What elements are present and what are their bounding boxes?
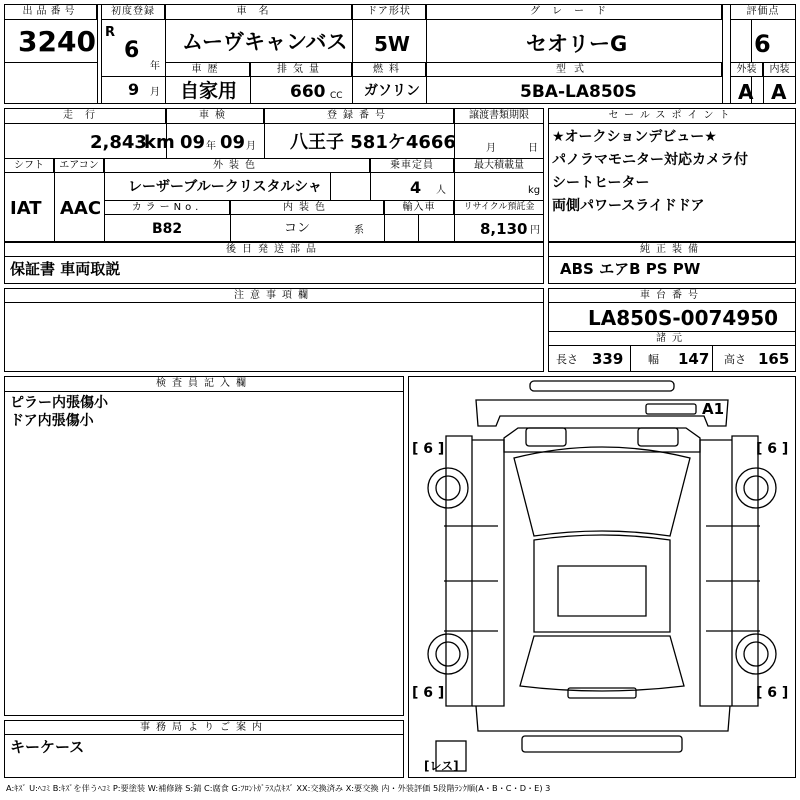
displacement-label: 排気量 bbox=[250, 62, 352, 77]
genuine-label: 純正装備 bbox=[548, 242, 796, 257]
inspector-label: 検査員記入欄 bbox=[4, 376, 404, 392]
height-label: 高さ bbox=[724, 353, 746, 366]
reg-month-unit: 月 bbox=[150, 87, 160, 98]
load-unit: kg bbox=[528, 185, 541, 196]
spare-tire: [レス] bbox=[424, 759, 459, 773]
height: 165 bbox=[758, 350, 790, 368]
reg-year-unit: 年 bbox=[150, 61, 160, 72]
plate: 八王子 581ケ4666 bbox=[290, 132, 456, 153]
shift: IAT bbox=[10, 198, 42, 219]
dims-label: 諸元 bbox=[548, 331, 796, 346]
displacement-unit: CC bbox=[330, 91, 343, 101]
import-label: 輸入車 bbox=[384, 200, 454, 215]
inspector-line: ドア内張傷小 bbox=[10, 413, 94, 429]
history: 自家用 bbox=[180, 80, 238, 102]
width: 147 bbox=[678, 350, 710, 368]
later-parts-label: 後日発送部品 bbox=[4, 242, 544, 257]
grade-label: グレード bbox=[426, 4, 722, 20]
inspection-month: 09 bbox=[220, 132, 246, 153]
tire-rear-right: [ 6 ] bbox=[756, 685, 789, 701]
score: 6 bbox=[754, 30, 771, 58]
interior-label: 内装 bbox=[763, 62, 796, 77]
interior-color-unit: 系 bbox=[354, 225, 364, 236]
interior-color-label: 内装色 bbox=[230, 200, 384, 215]
exterior-label: 外装 bbox=[730, 62, 763, 77]
sales-point: パノラマモニター対応カメラ付 bbox=[552, 152, 748, 168]
tire-front-right: [ 6 ] bbox=[756, 441, 789, 457]
capacity-label: 乗車定員 bbox=[370, 158, 454, 173]
ac: AAC bbox=[60, 198, 102, 219]
office-label: 事務局よりご案内 bbox=[4, 720, 404, 735]
capacity-unit: 人 bbox=[436, 185, 446, 196]
load-label: 最大積載量 bbox=[454, 158, 544, 173]
length: 339 bbox=[592, 350, 624, 368]
reg-year: 6 bbox=[124, 38, 140, 63]
chassis-number: LA850S-0074950 bbox=[588, 306, 779, 330]
reg-month: 9 bbox=[128, 80, 140, 99]
car-outline bbox=[408, 376, 796, 778]
color-label: 外装色 bbox=[104, 158, 370, 173]
color-no: B82 bbox=[152, 221, 183, 237]
inspector-line: ピラー内張傷小 bbox=[10, 395, 108, 411]
recycle-fee: 8,130 bbox=[480, 220, 528, 238]
door-type: 5W bbox=[374, 32, 410, 56]
sales-point: ★オークションデビュー★ bbox=[552, 129, 717, 145]
tire-rear-left: [ 6 ] bbox=[412, 685, 445, 701]
transfer-month-unit: 月 bbox=[486, 143, 496, 154]
recycle-label: リサイクル預託金 bbox=[454, 200, 544, 215]
fuel-label: 燃料 bbox=[352, 62, 426, 77]
score-label: 評価点 bbox=[730, 4, 796, 20]
inspection-month-unit: 月 bbox=[246, 141, 256, 152]
chassis-label: 車台番号 bbox=[548, 288, 796, 303]
tire-front-left: [ 6 ] bbox=[412, 441, 445, 457]
lot-label: 出品番号 bbox=[4, 4, 97, 20]
later-parts: 保証書 車両取説 bbox=[10, 260, 121, 278]
ac-label: エアコン bbox=[54, 158, 104, 173]
interior-color: コン bbox=[284, 221, 311, 236]
model-label: 型式 bbox=[426, 62, 722, 77]
genuine-equipment: ABS エアB PS PW bbox=[560, 260, 701, 278]
model: 5BA-LA850S bbox=[520, 82, 637, 102]
mileage-label: 走行 bbox=[4, 108, 166, 124]
inspection-label: 車検 bbox=[166, 108, 264, 124]
transfer-label: 譲渡書類期限 bbox=[454, 108, 544, 124]
door-label: ドア形状 bbox=[352, 4, 426, 20]
capacity: 4 bbox=[410, 178, 422, 197]
mileage: 2,843 bbox=[90, 132, 147, 153]
color-no-label: カラーNo. bbox=[104, 200, 230, 215]
length-label: 長さ bbox=[556, 353, 578, 366]
sales-point: 両側パワースライドドア bbox=[552, 198, 705, 214]
lot-number: 3240 bbox=[18, 25, 96, 58]
sales-point: シートヒーター bbox=[552, 175, 650, 191]
first-reg-label: 初度登録 bbox=[101, 4, 165, 20]
history-label: 車歴 bbox=[165, 62, 250, 77]
car-name-label: 車名 bbox=[165, 4, 352, 20]
width-label: 幅 bbox=[648, 353, 659, 366]
office-note: キーケース bbox=[10, 738, 85, 756]
displacement: 660 bbox=[290, 82, 326, 102]
grade: セオリーG bbox=[526, 32, 628, 56]
transfer-day-unit: 日 bbox=[528, 143, 538, 154]
legend: A:ｷｽﾞ U:ﾍｺﾐ B:ｷｽﾞを伴うﾍｺﾐ P:要塗装 W:補修跡 S:錆 C:腐食 G:ﾌﾛﾝﾄｶﾞﾗｽ点ｷｽﾞ XX:交換済み X:要交換 内・外装評価 5段階ﾗﾝｸ順(A・B・C・D・E) 3 bbox=[6, 783, 551, 793]
car-name: ムーヴキャンバス bbox=[182, 30, 348, 54]
inspection-year: 09 bbox=[180, 132, 206, 153]
interior-grade: A bbox=[771, 80, 787, 104]
row2-block bbox=[4, 108, 544, 242]
fuel: ガソリン bbox=[364, 83, 420, 99]
era: R bbox=[105, 25, 116, 40]
damage-mark-a1: A1 bbox=[702, 400, 725, 418]
shift-label: シフト bbox=[4, 158, 54, 173]
exterior-grade: A bbox=[738, 80, 754, 104]
recycle-unit: 円 bbox=[530, 225, 540, 236]
mileage-unit: km bbox=[144, 132, 175, 153]
plate-label: 登録番号 bbox=[264, 108, 454, 124]
exterior-color: レーザーブルークリスタルシャ bbox=[128, 179, 322, 195]
notes-label: 注意事項欄 bbox=[4, 288, 544, 303]
inspection-year-unit: 年 bbox=[206, 141, 216, 152]
sales-points-label: セールスポイント bbox=[548, 108, 796, 124]
